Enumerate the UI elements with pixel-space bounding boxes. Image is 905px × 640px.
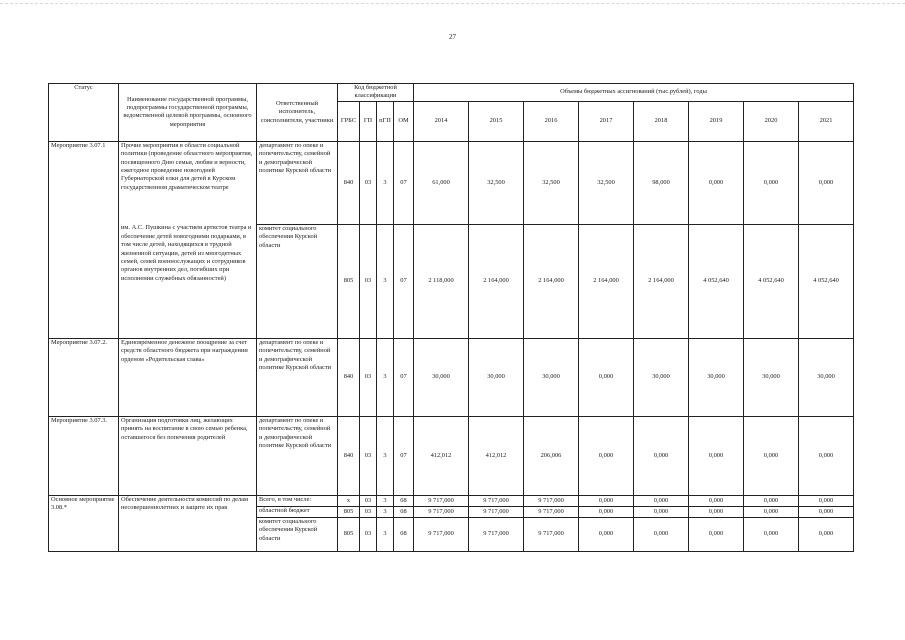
name-cell: Единовременное денежное поощрение за счет средств областного бюджета при награждении орденом «Родительская слава» — [119, 338, 257, 416]
code-cell: 840 — [338, 141, 360, 224]
executor-cell: департамент по опеке и попечительству, семейной и демографической политике Курской области — [257, 338, 338, 416]
code-cell: 07 — [394, 416, 414, 495]
status-cell: Мероприятие 3.07.3. — [49, 416, 119, 495]
header-volume-group: Объемы бюджетных ассигнований (тыс.рублей), годы — [414, 84, 854, 102]
value-cell: 0,000 — [579, 506, 634, 517]
value-cell: 0,000 — [799, 495, 854, 506]
header-year: 2021 — [799, 101, 854, 141]
code-cell: 3 — [377, 141, 394, 224]
value-cell: 412,012 — [414, 416, 469, 495]
value-cell: 0,000 — [579, 416, 634, 495]
value-cell: 0,000 — [579, 517, 634, 551]
executor-cell: департамент по опеке и попечительству, семейной и демографической политике Курской области — [257, 416, 338, 495]
executor-cell: областной бюджет — [257, 506, 338, 517]
code-cell: 03 — [360, 506, 377, 517]
code-cell: 03 — [360, 517, 377, 551]
code-cell: 03 — [360, 141, 377, 224]
code-cell: 03 — [360, 416, 377, 495]
header-year: 2019 — [689, 101, 744, 141]
executor-cell: комитет социального обеспечения Курской области — [257, 224, 338, 338]
code-cell: 3 — [377, 495, 394, 506]
value-cell: 2 164,000 — [469, 224, 524, 338]
value-cell: 0,000 — [689, 495, 744, 506]
table-row — [49, 495, 854, 506]
value-cell: 0,000 — [744, 141, 799, 224]
value-cell: 30,000 — [689, 338, 744, 416]
code-cell: 07 — [394, 141, 414, 224]
value-cell: 30,000 — [799, 338, 854, 416]
header-name: Наименование государственной программы, подпрограммы государственной программы, ведомственной целевой программы, основного мероприятия — [119, 84, 257, 142]
table-row — [49, 224, 854, 338]
header-code: ГРБС — [338, 101, 360, 141]
value-cell: 9 717,000 — [524, 517, 579, 551]
code-cell: 3 — [377, 224, 394, 338]
value-cell: 2 164,000 — [524, 224, 579, 338]
code-cell: 08 — [394, 506, 414, 517]
code-cell: 03 — [360, 338, 377, 416]
value-cell: 0,000 — [634, 416, 689, 495]
value-cell: 0,000 — [689, 517, 744, 551]
value-cell: 0,000 — [744, 416, 799, 495]
value-cell: 0,000 — [689, 506, 744, 517]
table-row — [49, 416, 854, 495]
value-cell: 32,500 — [524, 141, 579, 224]
value-cell: 0,000 — [744, 506, 799, 517]
value-cell: 98,000 — [634, 141, 689, 224]
code-cell: х — [338, 495, 360, 506]
name-cell: им. А.С. Пушкина с участием артистов театра и обеспечение детей новогодними подарками, в том числе детей, находящихся в трудной жизненной ситуации, детей из многодетных семей, семей военнослужащих и сотрудников органов внутренних дел, погибших при исполнении служебных обязанностей) — [119, 224, 257, 338]
code-cell: 03 — [360, 495, 377, 506]
value-cell: 4 052,640 — [744, 224, 799, 338]
header-year: 2017 — [579, 101, 634, 141]
value-cell: 0,000 — [799, 416, 854, 495]
value-cell: 32,500 — [469, 141, 524, 224]
code-cell: 805 — [338, 517, 360, 551]
value-cell: 9 717,000 — [414, 495, 469, 506]
code-cell: 3 — [377, 338, 394, 416]
value-cell: 30,000 — [634, 338, 689, 416]
executor-cell: департамент по опеке и попечительству, семейной и демографической политике Курской области — [257, 141, 338, 224]
status-cell: Основное мероприятие 3.08.* — [49, 495, 119, 551]
code-cell: 3 — [377, 506, 394, 517]
value-cell: 2 164,000 — [634, 224, 689, 338]
name-cell: Прочие мероприятия в области социальной политики (проведение областного мероприятия, посвященного Дню семьи, любви и верности, ежегодное проведение новогодней Губернаторской елки для детей в Курском государственном драматическом театре — [119, 141, 257, 224]
code-cell: 3 — [377, 416, 394, 495]
executor-cell: комитет социального обеспечения Курской области — [257, 517, 338, 551]
code-cell: 08 — [394, 517, 414, 551]
value-cell: 61,000 — [414, 141, 469, 224]
header-year: 2020 — [744, 101, 799, 141]
header-year: 2014 — [414, 101, 469, 141]
value-cell: 0,000 — [689, 141, 744, 224]
code-cell: 07 — [394, 224, 414, 338]
value-cell: 2 164,000 — [579, 224, 634, 338]
value-cell: 9 717,000 — [414, 517, 469, 551]
code-cell: 840 — [338, 338, 360, 416]
value-cell: 32,500 — [579, 141, 634, 224]
value-cell: 9 717,000 — [469, 506, 524, 517]
header-year: 2015 — [469, 101, 524, 141]
value-cell: 0,000 — [634, 506, 689, 517]
code-cell: 3 — [377, 517, 394, 551]
value-cell: 0,000 — [579, 495, 634, 506]
header-year: 2018 — [634, 101, 689, 141]
code-cell: 08 — [394, 495, 414, 506]
value-cell: 30,000 — [524, 338, 579, 416]
value-cell: 0,000 — [634, 495, 689, 506]
code-cell: 07 — [394, 338, 414, 416]
value-cell: 2 118,000 — [414, 224, 469, 338]
code-cell: 840 — [338, 416, 360, 495]
header-code: ОМ — [394, 101, 414, 141]
value-cell: 4 052,640 — [689, 224, 744, 338]
code-cell: 805 — [338, 224, 360, 338]
value-cell: 9 717,000 — [524, 495, 579, 506]
value-cell: 9 717,000 — [469, 495, 524, 506]
status-cell: Мероприятие 3.07.1 — [49, 141, 119, 338]
value-cell: 0,000 — [799, 506, 854, 517]
header-code: ГП — [360, 101, 377, 141]
value-cell: 206,006 — [524, 416, 579, 495]
value-cell: 0,000 — [799, 141, 854, 224]
status-cell: Мероприятие 3.07.2. — [49, 338, 119, 416]
value-cell: 412,012 — [469, 416, 524, 495]
value-cell: 0,000 — [744, 517, 799, 551]
value-cell: 0,000 — [744, 495, 799, 506]
value-cell: 9 717,000 — [414, 506, 469, 517]
value-cell: 9 717,000 — [524, 506, 579, 517]
code-cell: 805 — [338, 506, 360, 517]
page-number: 27 — [449, 33, 456, 41]
header-year: 2016 — [524, 101, 579, 141]
table-row — [49, 338, 854, 416]
executor-cell: Всего, в том числе: — [257, 495, 338, 506]
value-cell: 0,000 — [579, 338, 634, 416]
budget-table — [48, 83, 854, 552]
value-cell: 0,000 — [689, 416, 744, 495]
header-code-group: Код бюджетной классификации — [338, 84, 414, 102]
value-cell: 4 052,640 — [799, 224, 854, 338]
table-row — [49, 141, 854, 224]
value-cell: 9 717,000 — [469, 517, 524, 551]
name-cell: Организация подготовки лиц, желающих принять на воспитание в свою семью ребенка, оставшегося без попечения родителей — [119, 416, 257, 495]
value-cell: 30,000 — [469, 338, 524, 416]
value-cell: 0,000 — [799, 517, 854, 551]
top-divider — [0, 3, 905, 4]
header-executor: Ответственный исполнитель, соисполнители, участники — [257, 84, 338, 142]
value-cell: 30,000 — [414, 338, 469, 416]
header-status: Статус — [49, 84, 119, 142]
code-cell: 03 — [360, 224, 377, 338]
name-cell: Обеспечение деятельности комиссий по делам несовершеннолетних и защите их прав — [119, 495, 257, 551]
header-code: пГП — [377, 101, 394, 141]
value-cell: 0,000 — [634, 517, 689, 551]
value-cell: 30,000 — [744, 338, 799, 416]
